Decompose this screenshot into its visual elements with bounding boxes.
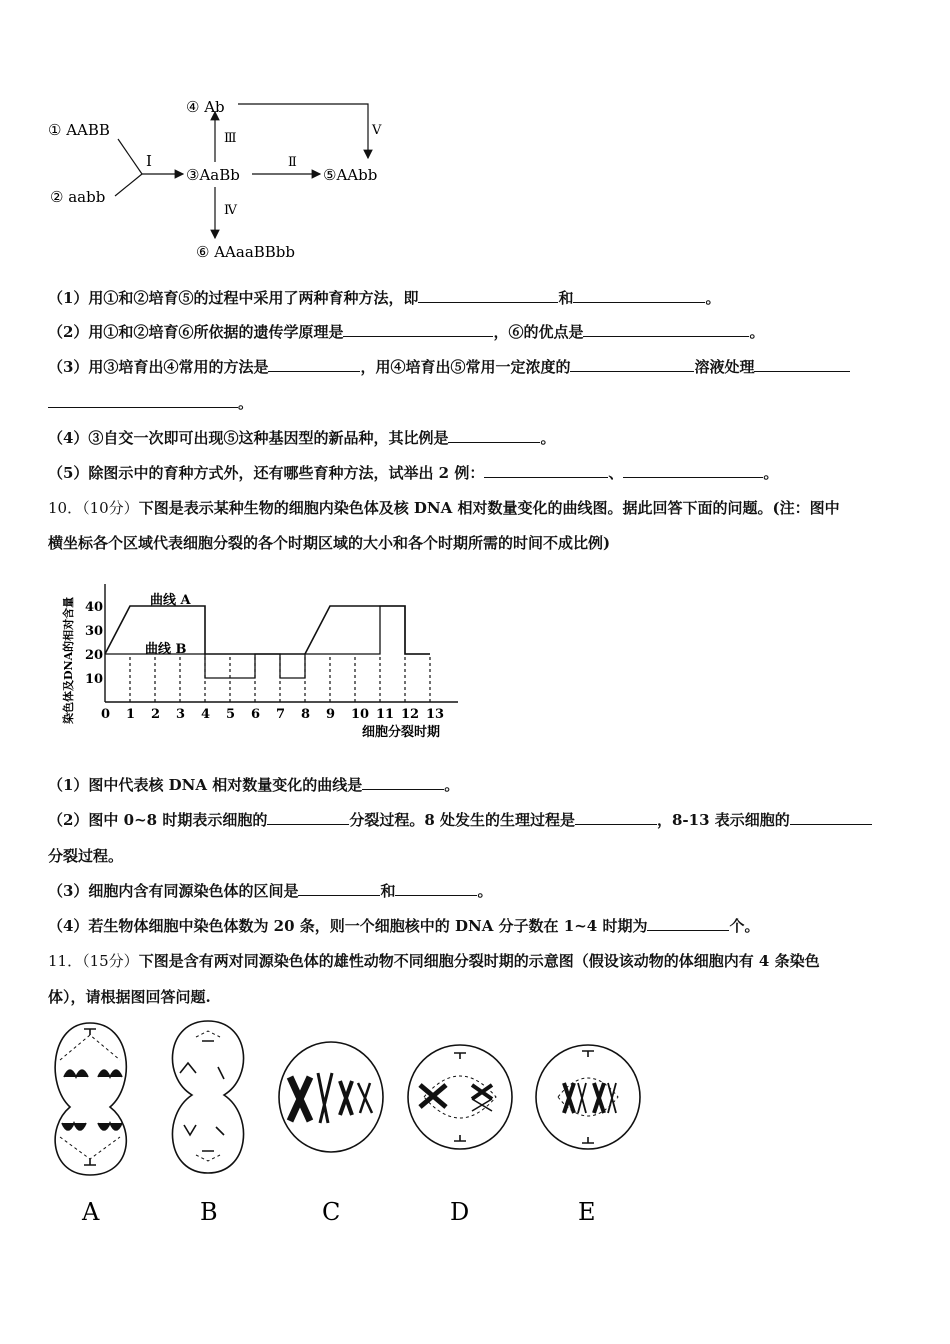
x-tick-label: 10 (351, 707, 370, 722)
answer-blank[interactable] (583, 322, 749, 337)
breeding-diagram (40, 92, 400, 267)
q10-stem-line2: 横坐标各个区域代表细胞分裂的各个时期区域的大小和各个时期所需的时间不成比例) (48, 534, 611, 552)
x-tick-label: 3 (176, 707, 186, 722)
arrow-I-label: Ⅰ (146, 152, 152, 170)
y-ticks (85, 600, 103, 687)
answer-blank[interactable] (484, 463, 608, 478)
q9-part1: （1）用①和②培育⑤的过程中采用了两种育种方法，即 和 。 (48, 289, 721, 307)
node-aabb-f1: ③AaBb (186, 166, 240, 184)
cell-e (536, 1045, 640, 1149)
q9-part3: （3）用③培育出④常用的方法是 ，用④培育出⑤常用一定浓度的 溶液处理 (48, 356, 850, 377)
answer-blank[interactable] (573, 288, 705, 303)
arrow-II-label: Ⅱ (288, 155, 297, 170)
answer-blank[interactable] (267, 810, 349, 825)
cell-c (279, 1042, 383, 1152)
arrow-IV-label: Ⅳ (224, 203, 237, 218)
merge-line-lower (115, 174, 142, 196)
node-aabb-target: ⑤AAbb (323, 166, 378, 184)
x-tick-label: 1 (126, 707, 136, 722)
answer-blank[interactable] (448, 428, 540, 443)
node-aabb-parent: ① AABB (48, 121, 110, 139)
answer-blank[interactable] (298, 881, 380, 896)
answer-blank[interactable] (790, 810, 872, 825)
label-b: B (200, 1198, 218, 1226)
x-tick-label: 0 (101, 707, 111, 722)
y-tick-label: 40 (85, 600, 104, 615)
q9-part5: （5）除图示中的育种方式外，还有哪些育种方法，试举出 2 例： 、 。 (48, 464, 779, 482)
answer-blank[interactable] (362, 775, 444, 790)
y-tick-label: 30 (85, 624, 104, 639)
answer-blank[interactable] (343, 322, 493, 337)
q9-part2: （2）用①和②培育⑥所依据的遗传学原理是 ，⑥的优点是 。 (48, 323, 765, 341)
legend-curve-b: 曲线 B (145, 642, 187, 657)
x-tick-label: 7 (276, 707, 286, 722)
q11-stem: 11．（15分）下图是含有两对同源染色体的雄性动物不同细胞分裂时期的示意图（假设该动物的体细胞内有 4 条染色 (48, 952, 820, 970)
cell-d (408, 1045, 512, 1149)
x-tick-label: 9 (326, 707, 336, 722)
x-ticks (101, 707, 444, 722)
y-axis-label: 染色体及DNA的相对含量 (62, 596, 75, 724)
q9-part4: （4）③自交一次即可出现⑤这种基因型的新品种，其比例是 。 (48, 429, 556, 447)
x-tick-label: 8 (301, 707, 311, 722)
label-e: E (578, 1198, 596, 1226)
answer-blank[interactable] (570, 357, 694, 372)
node-ab: ④ Ab (186, 98, 225, 116)
answer-blank[interactable] (395, 881, 477, 896)
q11-stem-line2: 体），请根据图回答问题. (48, 988, 211, 1006)
x-tick-label: 4 (201, 707, 211, 722)
node-polyploid: ⑥ AAaaBBbb (196, 243, 296, 261)
x-tick-label: 13 (426, 707, 445, 722)
arrow-III-label: Ⅲ (224, 131, 237, 146)
answer-blank[interactable] (48, 393, 238, 408)
q10-part4: （4）若生物体细胞中染色体数为 20 条，则一个细胞核中的 DNA 分子数在 1~4 时期为 个。 (48, 917, 760, 935)
cell-division-figures (40, 1015, 660, 1230)
x-tick-label: 12 (401, 707, 420, 722)
x-tick-label: 2 (151, 707, 161, 722)
q10-part2-cont: 分裂过程。 (48, 847, 124, 865)
q10-part3: （3）细胞内含有同源染色体的区间是 和 。 (48, 882, 493, 900)
chromosome-dna-chart (50, 572, 470, 747)
answer-blank[interactable] (754, 357, 850, 372)
y-tick-label: 10 (85, 672, 104, 687)
y-tick-label: 20 (85, 648, 104, 663)
label-d: D (450, 1198, 470, 1226)
q10-stem: 10．（10分）下图是表示某种生物的细胞内染色体及核 DNA 相对数量变化的曲线图。据此回答下面的问题。(注：图中 (48, 499, 840, 517)
cell-b (172, 1021, 243, 1173)
label-c: C (322, 1198, 341, 1226)
x-tick-label: 11 (376, 707, 395, 722)
answer-blank[interactable] (268, 357, 360, 372)
x-axis-label: 细胞分裂时期 (362, 725, 441, 740)
arrow-V (238, 104, 368, 158)
answer-blank[interactable] (575, 810, 657, 825)
q9-part3-cont: 。 (48, 392, 253, 413)
arrow-V-label: Ⅴ (372, 123, 382, 138)
q10-part2: （2）图中 0~8 时期表示细胞的 分裂过程。8 处发生的生理过程是 ，8-13 表示细胞的 (48, 809, 872, 830)
q10-part1: （1）图中代表核 DNA 相对数量变化的曲线是 。 (48, 776, 460, 794)
x-tick-label: 6 (251, 707, 261, 722)
legend-curve-a: 曲线 A (150, 593, 191, 608)
x-tick-label: 5 (226, 707, 236, 722)
answer-blank[interactable] (418, 288, 558, 303)
cell-a (55, 1023, 126, 1175)
answer-blank[interactable] (647, 916, 729, 931)
merge-line-upper (118, 139, 142, 174)
label-a: A (82, 1198, 100, 1226)
node-aabb-recessive: ② aabb (50, 188, 106, 206)
answer-blank[interactable] (623, 463, 763, 478)
